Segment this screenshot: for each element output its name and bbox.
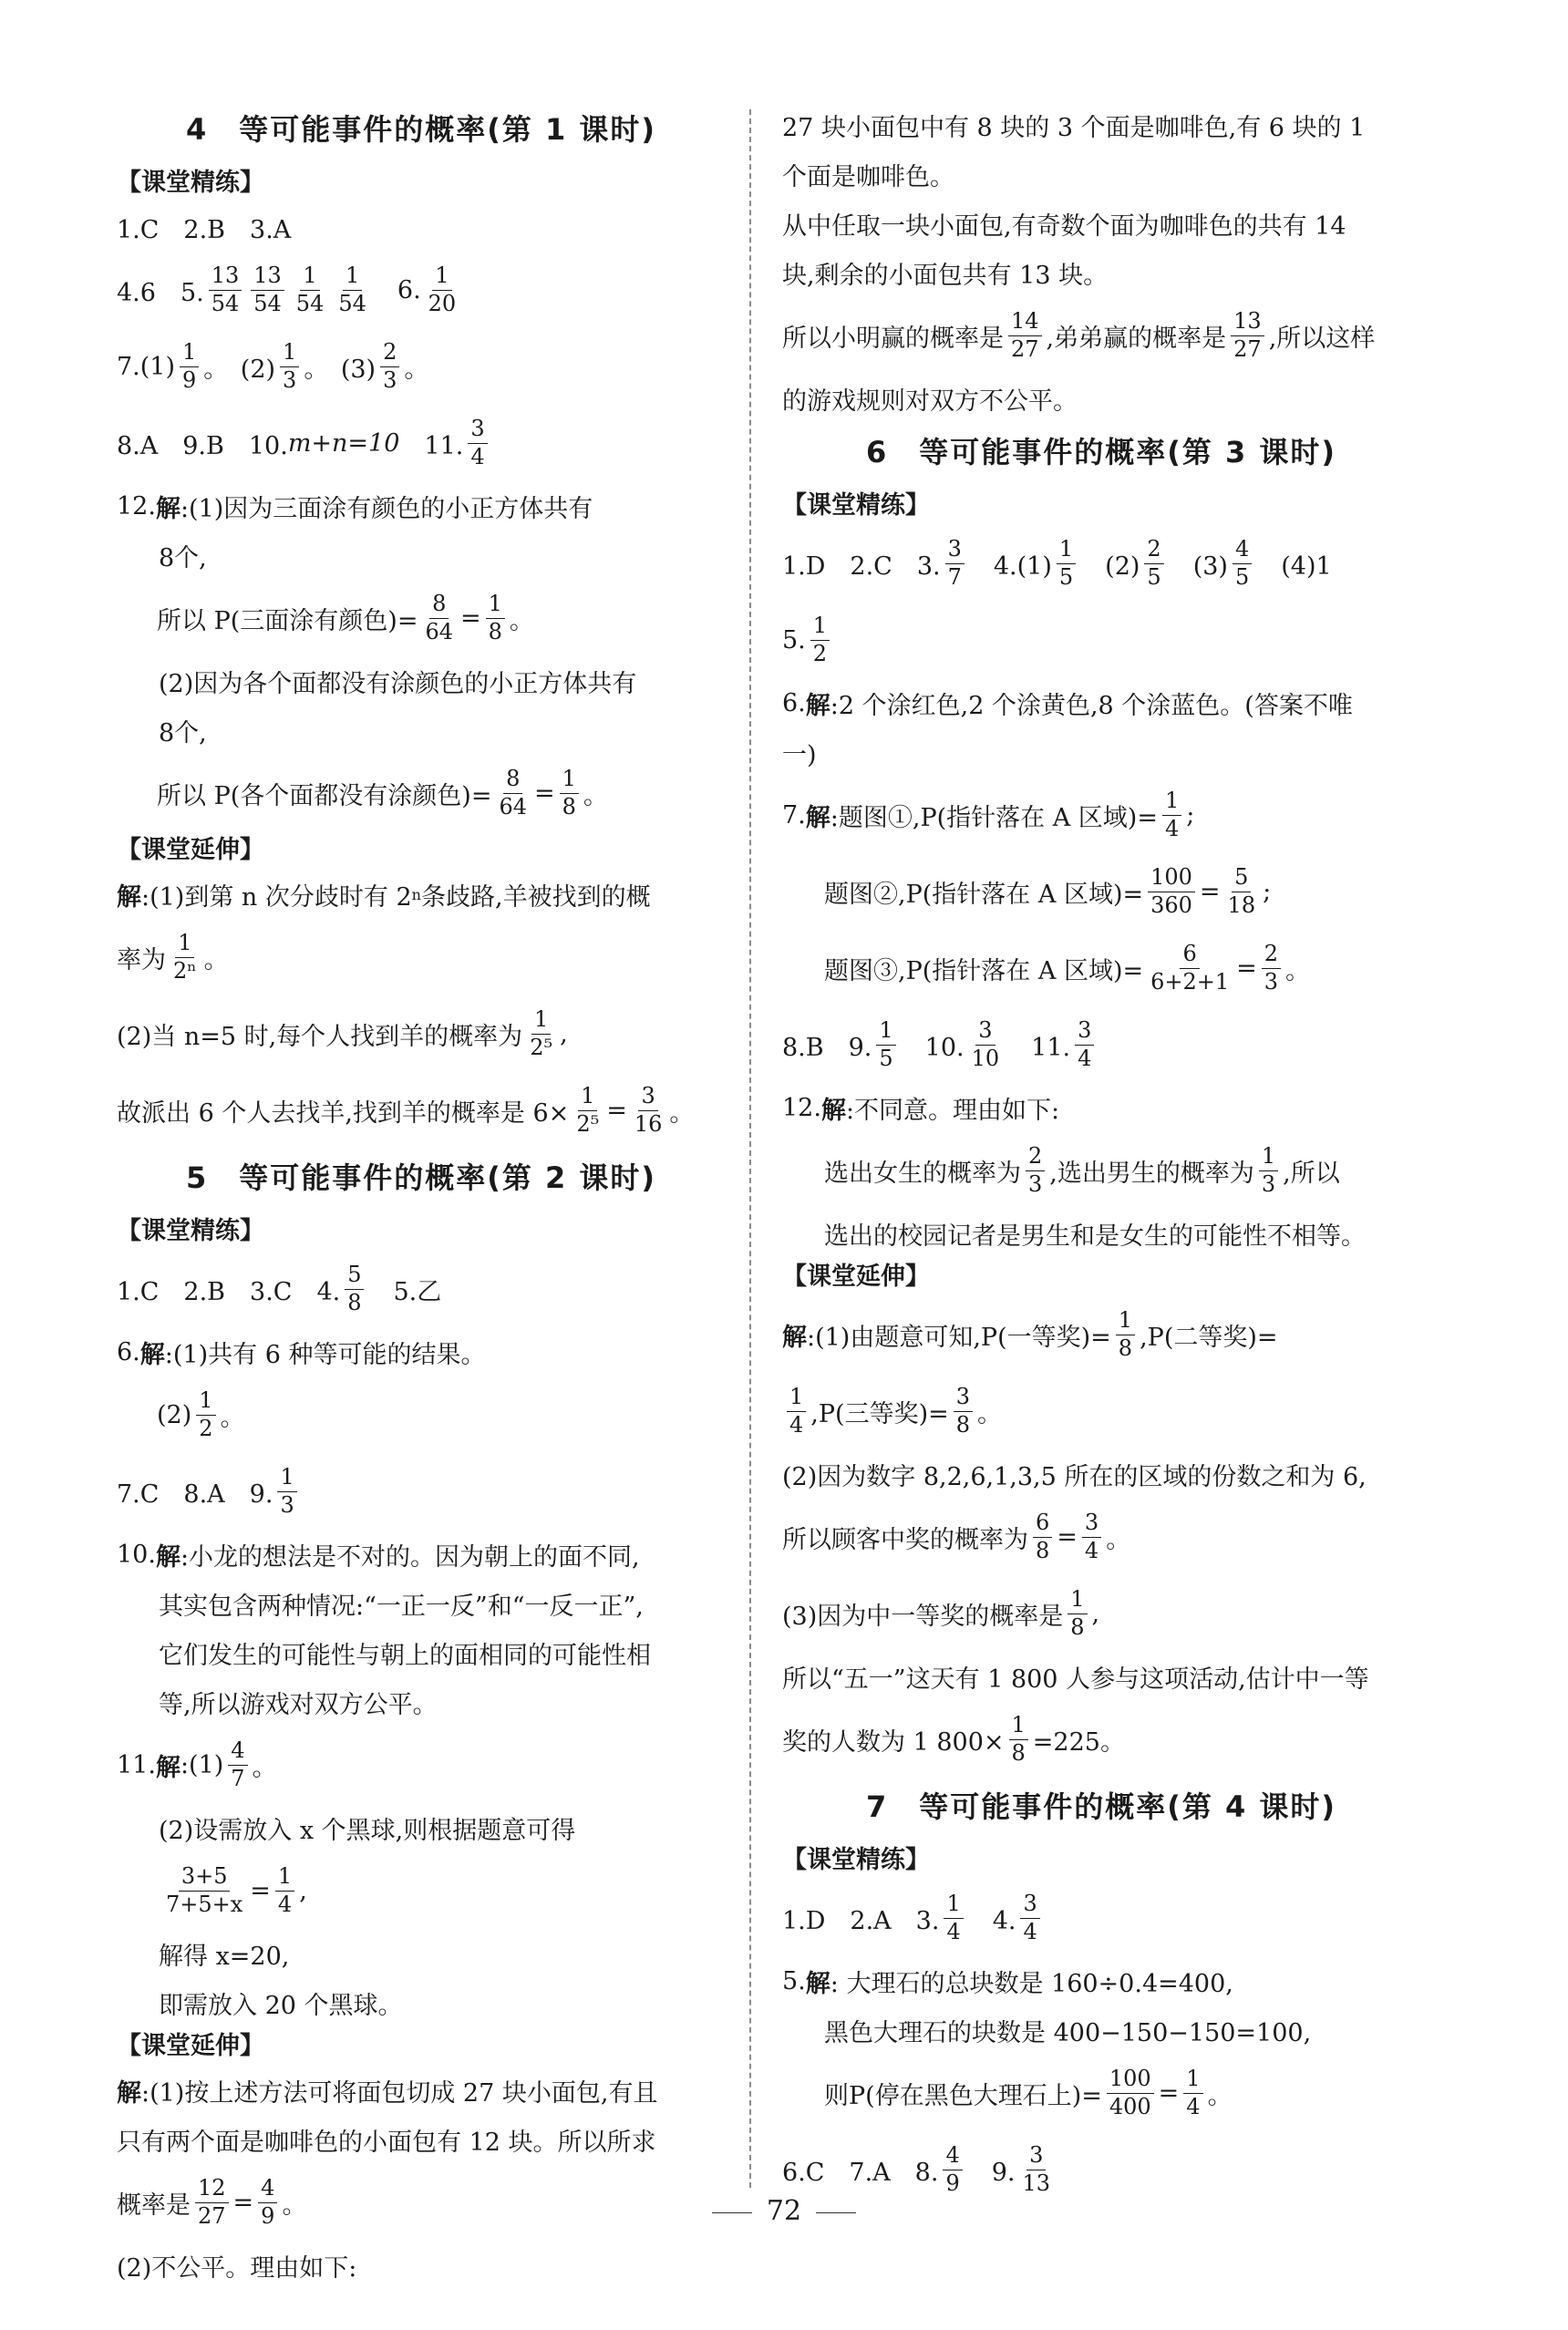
answer-line: (2)不公平。理由如下: (117, 2253, 357, 2283)
answer-line: 所以 P(各个面都没有涂颜色)= $\frac{8}{64}$ = 1 8 。 (157, 765, 608, 820)
answer-line: (2) 1 2 。 (157, 1387, 245, 1441)
fraction: 1 9 (180, 341, 199, 393)
answer-line: 奖的人数为 1 800× $\frac{1}{8}$ =225。 (782, 1711, 1125, 1766)
answer-line: 只有两个面是咖啡色的小面包有 12 块。所以所求 (117, 2128, 656, 2157)
answer-line: 8.B 9. 1 5 10. 3 10 11. 3 4 (782, 1006, 1420, 1083)
fraction: 3+5 7+5+x (166, 1862, 243, 1917)
fraction: 2 3 (1026, 1145, 1045, 1197)
right-column (782, 100, 1420, 2208)
answer-line: 个面是咖啡色。 (782, 162, 954, 191)
fraction: 3 4 (468, 418, 487, 469)
fraction: 13 54 (209, 264, 242, 316)
answer-line: 1.D 2.A 3. 1 4 4. 3 4 (782, 1880, 1420, 1956)
fraction: 1 3 (1259, 1145, 1278, 1197)
section-5-title: 5 等可能事件的概率(第 2 课时) (185, 1160, 657, 1195)
answer-line: 7.C 8.A 9. 1 3 (117, 1453, 726, 1530)
answer-line: 6. 解 :2 个涂红色,2 个涂黄色,8 个涂蓝色。(答案不唯 (782, 688, 1353, 720)
answer-line: 7.(1) 1 9 。 (2) 1 3 。 (3) 2 3 。 (117, 338, 429, 393)
answer-line: 选出女生的概率为 2 3 ,选出男生的概率为 1 3 ,所以 (824, 1142, 1340, 1197)
answer-line: (2)因为各个面都没有涂颜色的小正方体共有 (159, 669, 637, 698)
fraction: 1 2ⁿ (173, 929, 197, 984)
answer-line: 的游戏规则对双方不公平。 (782, 387, 1078, 416)
answer-line: 解 :(1)由题意可知,P(一等奖)= $\frac{1}{8}$ ,P(二等奖)= (782, 1306, 1278, 1361)
fraction: 13 27 (1231, 310, 1264, 362)
answer-line: 8个, (159, 718, 207, 747)
answer-line: (2)设需放入 x 个黑球,则根据题意可得 (159, 1816, 576, 1845)
answer-line: 5. 解 : 大理石的总块数是 160÷0.4=400, (782, 1966, 1233, 1998)
answer-line: 所以 P(三面涂有颜色)= $\frac{8}{64}$ = 1 8 。 (157, 590, 534, 644)
fraction: 2 3 (1262, 943, 1281, 995)
answer-line: 所以“五一”这天有 1 800 人参与这项活动,估计中一等 (782, 1665, 1369, 1694)
left-column (117, 100, 726, 2290)
fraction: $\frac{100}{400}$ (1107, 2067, 1154, 2119)
fraction: $\frac{1}{4}$ (1162, 789, 1181, 841)
fraction: $\frac{3}{8}$ (954, 1386, 973, 1438)
fraction: 4 9 (943, 2144, 962, 2196)
fraction: 1 3 (277, 1466, 296, 1518)
answer-line: (3)因为中一等奖的概率是 1 8 , (782, 1585, 1100, 1640)
fraction: 1 5 (1057, 538, 1076, 590)
fraction: 14 27 (1008, 310, 1042, 362)
fraction: $\frac{6}{6+2+1}$ (1150, 940, 1230, 995)
answer-line: 11. 解 :(1) 4 7 。 (117, 1737, 277, 1791)
section-5-extension-heading: 【课堂延伸】 (117, 2032, 264, 2060)
answer-line: 12. 解 :不同意。理由如下: (782, 1093, 1060, 1125)
section-6-title: 6 等可能事件的概率(第 3 课时) (865, 435, 1337, 469)
fraction: 4 5 (1233, 538, 1252, 590)
answer-line: 即需放入 20 个黑球。 (159, 1991, 403, 2020)
fraction: 2 3 (380, 341, 399, 393)
answer-line: 解得 x=20, (159, 1942, 290, 1971)
fraction: 1 4 (1183, 2067, 1202, 2119)
fraction: 1 8 (1068, 1588, 1087, 1640)
fraction: 6 8 (1033, 1511, 1052, 1563)
fraction: 1 3 (280, 341, 299, 393)
answer-line: 6. 解 :(1)共有 6 种等可能的结果。 (117, 1337, 486, 1369)
answer-line: 7. 解 :题图①,P(指针落在 A 区域)= $\frac{1}{4}$ ; (782, 787, 1195, 841)
section-7-practice-heading: 【课堂精练】 (782, 1846, 930, 1874)
fraction: 1 2 (810, 614, 830, 666)
answer-line: 一) (782, 740, 817, 769)
answer-line: (2)因为数字 8,2,6,1,3,5 所在的区域的份数之和为 6, (782, 1462, 1367, 1491)
answer-line: 8个, (159, 543, 207, 572)
fraction: $\frac{100}{360}$ (1148, 866, 1195, 918)
fraction: 2 5 (1144, 538, 1163, 590)
fraction: $\frac{8}{64}$ (499, 765, 527, 820)
answer-line: 8.A 9.B 10. m+n=10 11. 3 4 (117, 405, 726, 481)
answer-line: 故派出 6 个人去找羊,找到羊的概率是 6× $\frac{1}{\text{2⁵}}$ = 3 16 。 (117, 1082, 695, 1137)
answer-line: 等,所以游戏对双方公平。 (159, 1690, 438, 1719)
answer-line: 4.6 5. 13 54 13 54 1 54 1 54 6. 1 20 (117, 252, 726, 328)
fraction: 3 4 (1082, 1511, 1101, 1563)
fraction: 1 4 (787, 1386, 806, 1438)
section-6-extension-heading: 【课堂延伸】 (782, 1263, 930, 1291)
answer-line: 解 :(1)到第 n 次分歧时有 2 n 条歧路,羊被找到的概 (117, 882, 651, 912)
answer-line: 12. 解 :(1)因为三面涂有颜色的小正方体共有 (117, 491, 593, 523)
section-6-practice-heading: 【课堂精练】 (782, 491, 930, 520)
answer-line: 1.D 2.C 3. 3 7 4.(1) 1 5 (2) 2 5 (3) 4 5 (4)1 (782, 535, 1332, 590)
answer-line: 其实包含两种情况:“一正一反”和“一反一正”, (159, 1592, 644, 1621)
fraction: 1 5 (876, 1019, 895, 1071)
answer-line: 黑色大理石的块数是 400−150−150=100, (824, 2018, 1312, 2047)
fraction: 3 4 (1020, 1892, 1039, 1944)
section-4-title: 4 等可能事件的概率(第 1 课时) (185, 112, 657, 147)
fraction: 1 20 (428, 262, 457, 316)
answer-line: 27 块小面包中有 8 块的 3 个面是咖啡色,有 6 块的 1 (782, 113, 1366, 142)
answer-line: 1.C 2.B 3.A (117, 215, 292, 244)
fraction: 12 27 (195, 2177, 229, 2229)
answer-line: 它们发生的可能性与朝上的面相同的可能性相 (159, 1641, 651, 1670)
fraction: 1 4 (944, 1892, 963, 1944)
fraction: 1 8 (486, 593, 505, 644)
section-4-extension-heading: 【课堂延伸】 (117, 836, 264, 864)
fraction: $\frac{1}{8}$ (1009, 1714, 1028, 1766)
answer-line: 6.C 7.A 8. 4 9 9. 3 13 (782, 2131, 1420, 2208)
answer-line: 所以小明赢的概率是 14 27 ,弟弟赢的概率是 13 27 ,所以这样 (782, 307, 1376, 362)
section-4-practice-heading: 【课堂精练】 (117, 169, 264, 197)
answer-line: 解 :(1)按上述方法可将面包切成 27 块小面包,有且 (117, 2078, 658, 2108)
answer-line: (2)当 n=5 时,每个人找到羊的概率为 1 2⁵ , (117, 1005, 568, 1060)
fraction: 3 7 (945, 538, 965, 590)
answer-line: 10. 解 :小龙的想法是不对的。因为朝上的面不同, (117, 1540, 640, 1572)
fraction: 1 8 (560, 768, 579, 820)
answer-line: 选出的校园记者是男生和是女生的可能性不相等。 (824, 1222, 1366, 1251)
fraction: 4 7 (228, 1739, 247, 1791)
answer-line: 1 4 ,P(三等奖)= $\frac{3}{8}$ 。 (782, 1373, 1420, 1449)
answer-line: 概率是 12 27 = 4 9 。 (117, 2174, 307, 2229)
page-number: 72 (0, 2195, 1568, 2227)
column-divider (749, 109, 751, 2188)
fraction: 1 54 (338, 262, 366, 316)
fraction: 3 4 (1075, 1019, 1094, 1071)
answer-line: 1.C 2.B 3.C 4. 5 8 5.乙 (117, 1261, 442, 1315)
fraction: $\frac{8}{64}$ (425, 590, 453, 644)
answer-line: 所以顾客中奖的概率为 6 8 = 3 4 。 (782, 1509, 1131, 1563)
fraction: 3 10 (971, 1016, 1000, 1071)
section-7-title: 7 等可能事件的概率(第 4 课时) (865, 1789, 1337, 1824)
fraction: 1 2 (196, 1389, 215, 1441)
answer-line: 5. 1 2 (782, 602, 1420, 678)
answer-line: 题图③,P(指针落在 A 区域)= $\frac{6}{6+2+1}$ = 2 3 。 (824, 940, 1311, 995)
fraction: $\frac{1}{\text{2⁵}}$ (576, 1082, 600, 1137)
answer-line: 3+5 7+5+x = 1 4 , (117, 1852, 726, 1929)
fraction: 1 54 (295, 262, 325, 316)
section-5-practice-heading: 【课堂精练】 (117, 1217, 264, 1245)
fraction: 3 13 (1022, 2141, 1051, 2196)
answer-line: 题图②,P(指针落在 A 区域)= $\frac{100}{360}$ = 5 18 ; (824, 863, 1272, 918)
fraction: $\frac{1}{8}$ (1116, 1309, 1135, 1361)
answer-line: 从中任取一块小面包,有奇数个面为咖啡色的共有 14 (782, 211, 1346, 241)
fraction: 1 2⁵ (530, 1005, 553, 1060)
answer-line: 块,剩余的小面包共有 13 块。 (782, 261, 1109, 290)
fraction: 3 16 (634, 1082, 663, 1137)
fraction: 4 9 (258, 2177, 277, 2229)
fraction: 1 4 (275, 1865, 294, 1917)
fraction: 13 54 (251, 264, 284, 316)
answer-line: 则P(停在黑色大理石上)= $\frac{100}{400}$ = 1 4 。 (824, 2065, 1233, 2119)
answer-line: 率为 1 2ⁿ 。 (117, 929, 229, 984)
fraction: 5 18 (1227, 863, 1256, 918)
fraction: 5 8 (345, 1263, 364, 1315)
